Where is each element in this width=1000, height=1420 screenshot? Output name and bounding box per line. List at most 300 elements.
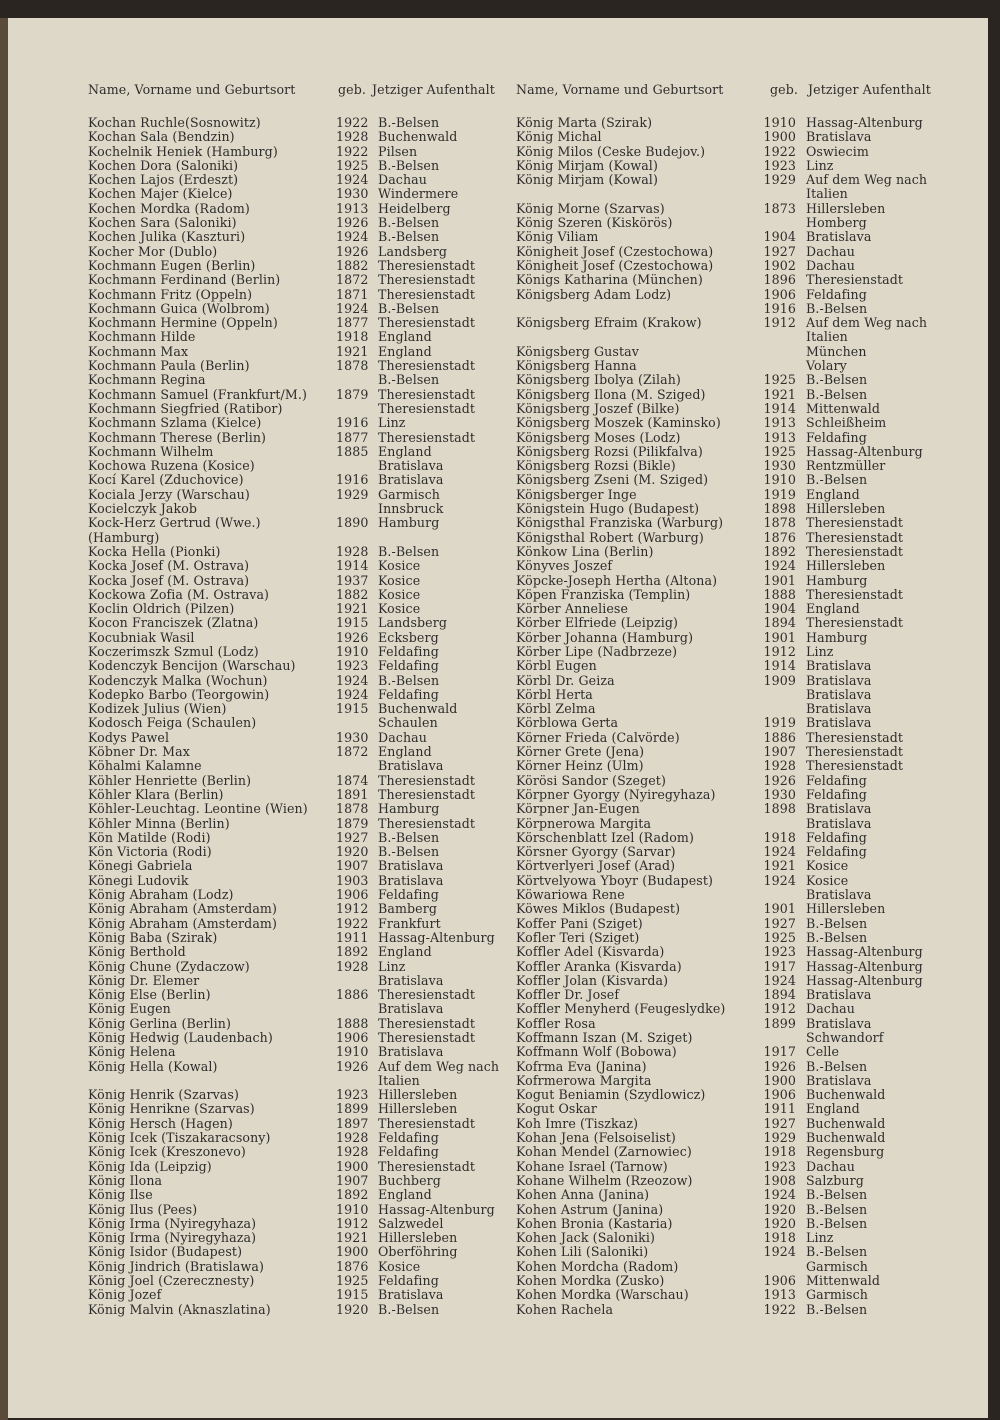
table-row <box>516 1117 956 1131</box>
birth-year: 1908 <box>763 1172 796 1188</box>
table-row <box>88 688 518 702</box>
birth-year: 1928 <box>763 758 796 774</box>
current-location: B.-Belsen <box>378 215 440 231</box>
person-name: Koffler Jolan (Kisvarda) <box>516 973 669 988</box>
current-location: Feldafing <box>378 887 439 903</box>
person-name: König Hersch (Hagen) <box>88 1116 233 1131</box>
table-row <box>88 245 518 259</box>
current-location: Linz <box>378 958 406 974</box>
current-location: Hamburg <box>806 572 868 588</box>
birth-year: 1928 <box>336 543 369 559</box>
birth-year: 1903 <box>336 872 369 888</box>
table-row <box>516 1260 956 1274</box>
current-location: Mittenwald <box>806 1273 880 1289</box>
current-location: Bratislava <box>378 1044 444 1060</box>
current-location: Hamburg <box>378 801 440 817</box>
person-name: Koclin Oldrich (Pilzen) <box>88 602 235 617</box>
birth-year: 1927 <box>763 1115 796 1131</box>
current-location: Theresienstadt <box>806 272 904 288</box>
person-name: Kodenczyk Bencijon (Warschau) <box>88 659 296 674</box>
birth-year: 1894 <box>763 987 796 1003</box>
table-row <box>516 1045 956 1059</box>
person-name: König Ilse <box>88 1188 153 1203</box>
person-name: Kochmann Fritz (Oppeln) <box>88 287 253 302</box>
person-name: Kochmann Eugen (Berlin) <box>88 258 256 273</box>
current-location: Salzburg <box>806 1172 864 1188</box>
birth-year: 1930 <box>763 786 796 802</box>
person-name: Könyves Joszef <box>516 559 613 574</box>
birth-year: 1926 <box>336 1058 369 1074</box>
person-name: Kohen Mordka (Warschau) <box>516 1288 689 1303</box>
header-name: Name, Vorname und Geburtsort <box>516 82 724 97</box>
current-location: Bratislava <box>806 887 872 903</box>
current-location: Linz <box>806 1230 834 1246</box>
birth-year: 1882 <box>336 586 369 602</box>
birth-year: 1924 <box>336 672 369 688</box>
current-location: Buchenwald <box>378 701 458 717</box>
birth-year: 1910 <box>336 1201 369 1217</box>
table-row <box>516 316 956 330</box>
birth-year: 1926 <box>336 243 369 259</box>
table-row <box>88 960 518 974</box>
table-row <box>516 373 956 387</box>
current-location: B.-Belsen <box>378 372 440 388</box>
current-location: Bratislava <box>806 686 872 702</box>
person-name: Kocka Josef (M. Ostrava) <box>88 573 250 588</box>
person-name: Königsberg Zseni (M. Sziged) <box>516 473 709 488</box>
birth-year: 1911 <box>336 929 369 945</box>
table-row <box>516 688 956 702</box>
table-row <box>88 516 518 530</box>
person-name: Könegi Gabriela <box>88 859 193 874</box>
person-name: Königsberg Hanna <box>516 359 637 374</box>
birth-year: 1930 <box>336 729 369 745</box>
person-name: Königheit Josef (Czestochowa) <box>516 258 714 273</box>
table-row <box>88 645 518 659</box>
current-location: England <box>806 1101 860 1117</box>
birth-year: 1904 <box>763 229 796 245</box>
birth-year: 1918 <box>336 329 369 345</box>
current-location: Italien <box>806 186 848 202</box>
current-location: Innsbruck <box>378 501 444 517</box>
current-location: Theresienstadt <box>378 1015 476 1031</box>
person-name: Kochmann Ferdinand (Berlin) <box>88 273 281 288</box>
person-name: König Henrik (Szarvas) <box>88 1088 239 1103</box>
current-location: B.-Belsen <box>378 157 440 173</box>
birth-year: 1888 <box>336 1015 369 1031</box>
current-location: Feldafing <box>806 286 867 302</box>
birth-year: 1921 <box>336 343 369 359</box>
table-row <box>516 116 956 130</box>
person-name: Körsner Gyorgy (Sarvar) <box>516 845 676 860</box>
table-row <box>88 874 518 888</box>
birth-year: 1924 <box>763 844 796 860</box>
current-location: Theresienstadt <box>378 987 476 1003</box>
table-row <box>516 445 956 459</box>
birth-year: 1912 <box>763 643 796 659</box>
current-location: Buchenwald <box>806 1087 886 1103</box>
birth-year: 1929 <box>763 172 796 188</box>
person-name: Kochmann Szlama (Kielce) <box>88 416 262 431</box>
current-location: England <box>378 443 432 459</box>
birth-year: 1878 <box>763 515 796 531</box>
current-location: Garmisch <box>378 486 440 502</box>
current-location: Theresienstadt <box>378 315 476 331</box>
birth-year: 1921 <box>336 1230 369 1246</box>
current-location: England <box>806 486 860 502</box>
current-location: Italien <box>378 1072 420 1088</box>
person-name: Koffler Aranka (Kisvarda) <box>516 959 682 974</box>
birth-year: 1924 <box>763 1187 796 1203</box>
table-row <box>516 1160 956 1174</box>
birth-year: 1885 <box>336 443 369 459</box>
current-location: Buchenwald <box>378 129 458 145</box>
person-name: Körbl Eugen <box>516 659 597 674</box>
person-name: Körpnerowa Margita <box>516 816 652 831</box>
birth-year: 1924 <box>763 1244 796 1260</box>
current-location: Hassag-Altenburg <box>806 972 923 988</box>
birth-year: 1923 <box>763 944 796 960</box>
birth-year: 1927 <box>763 915 796 931</box>
person-name: Kociala Jerzy (Warschau) <box>88 487 250 502</box>
table-row <box>88 330 518 344</box>
person-name: Kochen Dora (Saloniki) <box>88 158 239 173</box>
current-location: Theresienstadt <box>378 400 476 416</box>
table-row <box>88 559 518 573</box>
birth-year: 1886 <box>336 987 369 1003</box>
birth-year: 1915 <box>336 615 369 631</box>
person-name: Kochmann Regina <box>88 373 206 388</box>
current-location: Bratislava <box>378 858 444 874</box>
table-row <box>516 674 956 688</box>
birth-year: 1886 <box>763 729 796 745</box>
birth-year: 1916 <box>336 415 369 431</box>
person-name: König Jindrich (Bratislawa) <box>88 1259 265 1274</box>
current-location: Kosice <box>378 558 421 574</box>
table-row <box>88 1131 518 1145</box>
table-row <box>88 616 518 630</box>
person-name: Koffler Menyherd (Feugeslydke) <box>516 1002 726 1017</box>
table-row <box>516 616 956 630</box>
table-row <box>516 288 956 302</box>
current-location: Schaulen <box>378 715 438 731</box>
table-row <box>88 1303 518 1317</box>
current-location: Theresienstadt <box>806 543 904 559</box>
current-location: Bratislava <box>806 987 872 1003</box>
table-row <box>516 1231 956 1245</box>
current-location: Theresienstadt <box>806 615 904 631</box>
table-row <box>516 802 956 816</box>
current-location: Hillersleben <box>378 1230 458 1246</box>
table-row <box>516 588 956 602</box>
current-location: Bratislava <box>378 472 444 488</box>
table-row <box>88 1288 518 1302</box>
current-location: Windermere <box>378 186 459 202</box>
current-location: Linz <box>806 157 834 173</box>
birth-year: 1924 <box>336 229 369 245</box>
table-row <box>516 1088 956 1102</box>
table-row <box>516 516 956 530</box>
current-location: Landsberg <box>378 243 448 259</box>
person-name: Kön Victoria (Rodi) <box>88 845 212 860</box>
birth-year: 1900 <box>763 1072 796 1088</box>
birth-year: 1907 <box>336 858 369 874</box>
table-row <box>516 1274 956 1288</box>
person-name: Köhler Klara (Berlin) <box>88 787 224 802</box>
table-row <box>88 602 518 616</box>
current-location: Theresienstadt <box>378 1158 476 1174</box>
person-name: Kofler Teri (Sziget) <box>516 930 640 945</box>
person-name: Königsberg Joszef (Bilke) <box>516 401 680 416</box>
person-name: Königsberg Efraim (Krakow) <box>516 316 702 331</box>
birth-year: 1926 <box>763 772 796 788</box>
birth-year: 1900 <box>336 1244 369 1260</box>
current-location: Salzwedel <box>378 1215 444 1231</box>
table-row <box>88 416 518 430</box>
current-location: Feldafing <box>806 772 867 788</box>
current-location: Hillersleben <box>806 501 886 517</box>
person-name: Kocon Franciszek (Zlatna) <box>88 616 259 631</box>
person-name: Königsberg Moszek (Kaminsko) <box>516 416 721 431</box>
current-location: Linz <box>806 643 834 659</box>
birth-year: 1892 <box>763 543 796 559</box>
table-row <box>516 1145 956 1159</box>
birth-year: 1918 <box>763 1230 796 1246</box>
current-location: B.-Belsen <box>806 929 868 945</box>
current-location: Bratislava <box>378 872 444 888</box>
table-row <box>516 431 956 445</box>
current-location: Auf dem Weg nach <box>378 1058 500 1074</box>
table-row <box>516 1188 956 1202</box>
current-location: Italien <box>806 329 848 345</box>
current-location: B.-Belsen <box>806 1187 868 1203</box>
current-location: Theresienstadt <box>378 358 476 374</box>
current-location: Garmisch <box>806 1287 868 1303</box>
person-name: König Ilus (Pees) <box>88 1202 198 1217</box>
table-row <box>88 802 518 816</box>
birth-year: 1907 <box>336 1172 369 1188</box>
current-location: B.-Belsen <box>378 300 440 316</box>
person-name: Kohane Israel (Tarnow) <box>516 1159 668 1174</box>
table-row <box>88 216 518 230</box>
current-location: Feldafing <box>378 1144 439 1160</box>
current-location: Feldafing <box>378 686 439 702</box>
person-name: König Hedwig (Laudenbach) <box>88 1031 273 1045</box>
table-row <box>516 130 956 144</box>
header-place: Jetziger Aufenthalt <box>372 82 495 97</box>
table-row <box>516 988 956 1002</box>
table-row <box>516 917 956 931</box>
person-name: Kochen Julika (Kaszturi) <box>88 230 246 245</box>
table-row <box>516 159 956 173</box>
person-name: Köwes Miklos (Budapest) <box>516 902 681 917</box>
table-row <box>88 459 518 473</box>
person-name: Königsberg Ibolya (Zilah) <box>516 373 681 388</box>
current-location: Theresienstadt <box>378 386 476 402</box>
right-column-header <box>516 82 956 98</box>
person-name: König Michal <box>516 130 602 145</box>
birth-year: 1879 <box>336 386 369 402</box>
birth-year: 1874 <box>336 772 369 788</box>
person-name: Königs Katharina (München) <box>516 273 703 288</box>
table-row <box>516 1074 956 1088</box>
person-name: Koczerimszk Szmul (Lodz) <box>88 644 259 659</box>
current-location: Bratislava <box>378 1001 444 1017</box>
birth-year: 1917 <box>763 958 796 974</box>
current-location: Bratislava <box>378 972 444 988</box>
current-location: München <box>806 343 867 359</box>
table-row <box>516 574 956 588</box>
person-name: (Hamburg) <box>88 530 160 545</box>
person-name: Kohen Jack (Saloniki) <box>516 1231 656 1246</box>
table-row <box>88 902 518 916</box>
person-name: Körber Anneliese <box>516 602 629 617</box>
person-name: König Abraham (Amsterdam) <box>88 902 277 917</box>
current-location: Feldafing <box>378 658 439 674</box>
birth-year: 1916 <box>336 472 369 488</box>
current-location: Bratislava <box>378 758 444 774</box>
person-name: Kodys Pawel <box>88 730 170 745</box>
person-name: Kochowa Ruzena (Kosice) <box>88 459 255 474</box>
current-location: Kosice <box>378 1258 421 1274</box>
current-location: Theresienstadt <box>378 1115 476 1131</box>
current-location: Bratislava <box>806 1072 872 1088</box>
table-row <box>88 731 518 745</box>
table-row <box>88 774 518 788</box>
current-location: Hassag-Altenburg <box>806 958 923 974</box>
right-entries <box>516 116 956 1317</box>
birth-year: 1912 <box>763 1001 796 1017</box>
birth-year: 1910 <box>336 1044 369 1060</box>
current-location: Dachau <box>806 1158 855 1174</box>
person-name: Kochen Majer (Kielce) <box>88 187 233 202</box>
birth-year: 1922 <box>336 143 369 159</box>
birth-year: 1922 <box>763 1301 796 1317</box>
person-name: Kocka Josef (M. Ostrava) <box>88 559 250 574</box>
birth-year: 1923 <box>763 157 796 173</box>
table-row <box>516 402 956 416</box>
birth-year: 1928 <box>336 1130 369 1146</box>
person-name: Körbl Herta <box>516 687 593 702</box>
table-row <box>516 1017 956 1031</box>
table-row <box>88 817 518 831</box>
table-row <box>88 273 518 287</box>
birth-year: 1930 <box>763 458 796 474</box>
person-name: Kön Matilde (Rodi) <box>88 830 211 845</box>
person-name: Königsthal Franziska (Warburg) <box>516 516 724 531</box>
table-row <box>88 759 518 773</box>
current-location: Theresienstadt <box>806 758 904 774</box>
current-location: Ecksberg <box>378 629 439 645</box>
birth-year: 1921 <box>763 386 796 402</box>
birth-year: 1926 <box>336 215 369 231</box>
birth-year: 1929 <box>763 1130 796 1146</box>
current-location: B.-Belsen <box>806 1244 868 1260</box>
current-location: Theresienstadt <box>378 786 476 802</box>
current-location: Oswiecim <box>806 143 869 159</box>
table-row <box>516 473 956 487</box>
person-name: Kocher Mor (Dublo) <box>88 244 218 259</box>
current-location: Heidelberg <box>378 200 451 216</box>
birth-year: 1892 <box>336 1187 369 1203</box>
current-location: Auf dem Weg nach <box>806 315 928 331</box>
birth-year: 1915 <box>336 701 369 717</box>
person-name: Kochmann Hermine (Oppeln) <box>88 316 278 331</box>
person-name: Körblowa Gerta <box>516 716 619 731</box>
table-row <box>88 1117 518 1131</box>
birth-year: 1894 <box>763 615 796 631</box>
person-name: Kodizek Julius (Wien) <box>88 702 227 717</box>
current-location: Theresienstadt <box>378 1030 476 1045</box>
left-column-header <box>88 82 518 98</box>
person-name: Körpner Jan-Eugen <box>516 802 640 817</box>
birth-year: 1872 <box>336 272 369 288</box>
current-location: B.-Belsen <box>378 672 440 688</box>
table-row <box>516 259 956 273</box>
table-row <box>516 788 956 802</box>
table-row <box>516 1131 956 1145</box>
table-row <box>88 130 518 144</box>
person-name: Koh Imre (Tiszkaz) <box>516 1116 639 1131</box>
person-name: Koffmann Wolf (Bobowa) <box>516 1045 677 1060</box>
person-name: Kochmann Siegfried (Ratibor) <box>88 401 283 416</box>
current-location: B.-Belsen <box>806 915 868 931</box>
person-name: Königsberg Moses (Lodz) <box>516 430 681 445</box>
birth-year: 1928 <box>336 958 369 974</box>
current-location: Hassag-Altenburg <box>378 1201 495 1217</box>
birth-year: 1911 <box>763 1101 796 1117</box>
person-name: Kochmann Max <box>88 344 189 359</box>
current-location: Auf dem Weg nach <box>806 172 928 188</box>
table-row <box>516 874 956 888</box>
birth-year: 1902 <box>763 257 796 273</box>
table-row <box>88 631 518 645</box>
person-name: König Icek (Tiszakaracsony) <box>88 1131 271 1146</box>
current-location: B.-Belsen <box>378 229 440 245</box>
birth-year: 1912 <box>336 1215 369 1231</box>
book-binding <box>0 18 8 1420</box>
table-row <box>516 960 956 974</box>
table-row <box>88 931 518 945</box>
table-row <box>88 502 518 516</box>
table-row <box>88 288 518 302</box>
birth-year: 1924 <box>336 686 369 702</box>
birth-year: 1922 <box>336 115 369 130</box>
table-row <box>88 659 518 673</box>
current-location: Oberföhring <box>378 1244 458 1260</box>
person-name: Könegi Ludovik <box>88 873 189 888</box>
birth-year: 1906 <box>336 887 369 903</box>
current-location: Bratislava <box>378 1287 444 1303</box>
current-location: Linz <box>378 415 406 431</box>
person-name: König Malvin (Aknaszlatina) <box>88 1302 271 1317</box>
birth-year: 1914 <box>336 558 369 574</box>
table-row <box>88 116 518 130</box>
current-location: Feldafing <box>378 1273 439 1289</box>
table-row <box>88 259 518 273</box>
current-location: Hillersleben <box>806 901 886 917</box>
birth-year: 1927 <box>336 829 369 845</box>
table-row <box>516 345 956 359</box>
birth-year: 1929 <box>336 486 369 502</box>
birth-year: 1914 <box>763 400 796 416</box>
birth-year: 1910 <box>763 472 796 488</box>
table-row <box>88 588 518 602</box>
birth-year: 1913 <box>763 1287 796 1303</box>
table-row <box>88 145 518 159</box>
table-row <box>516 845 956 859</box>
current-location: Buchenwald <box>806 1115 886 1131</box>
